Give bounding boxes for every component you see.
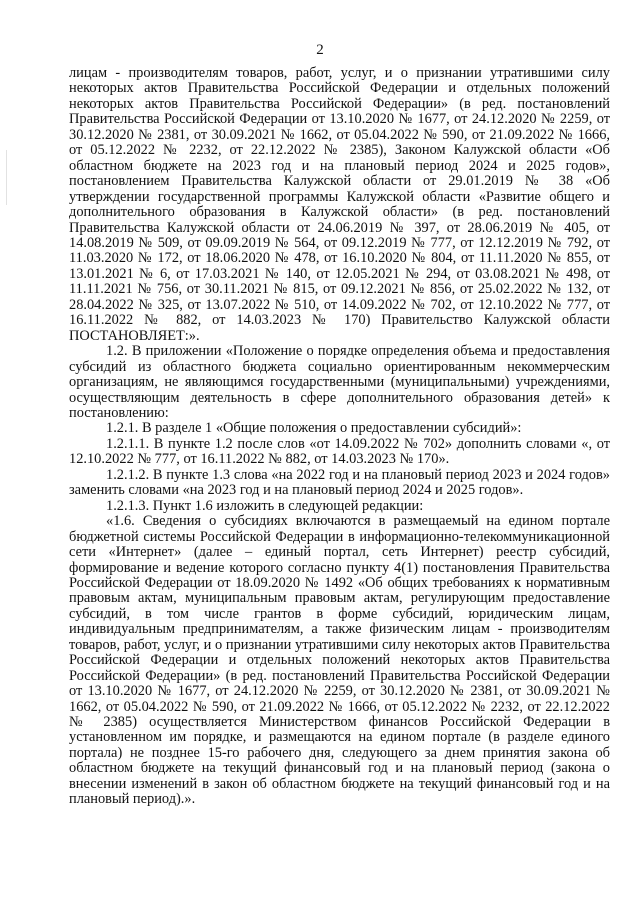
paragraph-1-2-1-3: 1.2.1.3. Пункт 1.6 изложить в следующей редакции:	[106, 497, 424, 514]
page-number: 2	[316, 42, 324, 58]
document-body	[69, 66, 610, 808]
paragraph-1-2-1-1: 1.2.1.1. В пункте 1.2 после слов «от 14.09.2022 № 702» дополнить словами «, от 12.10.2022 № 777, от 16.11.2022 № 882, от 14.03.2023 № 170».	[69, 435, 610, 468]
paragraph-1-6-new-text: «1.6. Сведения о субсидиях включаются в размещаемый на едином портале бюджетной системы Российской Федерации в информационно-телекоммуникационной сети «Интернет» (далее – единый портал, сеть Интернет) реестр субсидий, формирование и ведение которого согласно пункту 4(1) постановления Правительства Российской Федерации от 18.09.2020 № 1492 «Об общих требованиях к нормативным правовым актам, муниципальным правовым актам, регулирующим предоставление субсидий, в том числе грантов в форме субсидий, юридическим лицам, индивидуальным предпринимателям, а также физическим лицам - производителям товаров, работ, услуг, и о признании утратившими силу некоторых актов Правительства Российской Федерации и отдельных положений некоторых актов Правительства Российской Федерации» (в ред. постановлений Правительства Российской Федерации от 13.10.2020 № 1677, от 24.12.2020 № 2259, от 30.12.2020 № 2381, от 30.09.2021 № 1662, от 05.04.2022 № 590, от 21.09.2022 № 1666, от 05.12.2022 № 2232, от 22.12.2022 № 2385) осуществляется Министерством финансов Российской Федерации в установленном им порядке, и размещаются на едином портале (в разделе единого портала) не позднее 15-го рабочего дня, следующего за днем принятия закона об областном бюджете на текущий финансовый год и на плановый период (закона о внесении изменений в закон об областном бюджете на текущий финансовый год и на плановый период).».	[69, 513, 610, 808]
scan-margin-mark	[6, 150, 7, 205]
paragraph-1-2-1-2: 1.2.1.2. В пункте 1.3 слова «на 2022 год и на плановый период 2023 и 2024 годов» заменить словами «на 2023 год и на плановый период 2024 и 2025 годов».	[69, 466, 610, 499]
paragraph-1-2: 1.2. В приложении «Положение о порядке определения объема и предоставления субсидий из областного бюджета социально ориентированным некоммерческим организациям, не являющимся государственными (муниципальными) учреждениями, осуществляющим деятельность в сфере дополнительного образования детей» к постановлению:	[69, 343, 610, 421]
paragraph-continuation: лицам - производителям товаров, работ, услуг, и о признании утратившими силу некоторых актов Правительства Российской Федерации и отдельных положений некоторых актов Правительства Российской Федерации» (в ред. постановлений Правительства Российской Федерации от 13.10.2020 № 1677, от 24.12.2020 № 2259, от 30.12.2020 № 2381, от 30.09.2021 № 1662, от 05.04.2022 № 590, от 21.09.2022 № 1666, от 05.12.2022 № 2232, от 22.12.2022 № 2385), Законом Калужской области «Об областном бюджете на 2023 год и на плановый период 2024 и 2025 годов», постановлением Правительства Калужской области от 29.01.2019 № 38 «Об утверждении государственной программы Калужской области «Развитие общего и дополнительного образования в Калужской области» (в ред. постановлений Правительства Калужской области от 24.06.2019 № 397, от 28.06.2019 № 405, от 14.08.2019 № 509, от 09.09.2019 № 564, от 09.12.2019 № 777, от 12.12.2019 № 792, от 11.03.2020 № 172, от 18.06.2020 № 478, от 16.10.2020 № 804, от 11.11.2020 № 855, от 13.01.2021 № 6, от 17.03.2021 № 140, от 12.05.2021 № 294, от 03.08.2021 № 498, от 11.11.2021 № 756, от 30.11.2021 № 815, от 09.12.2021 № 856, от 25.02.2022 № 132, от 28.04.2022 № 325, от 13.07.2022 № 510, от 14.09.2022 № 702, от 12.10.2022 № 777, от 16.11.2022 № 882, от 14.03.2023 № 170) Правительство Калужской области ПОСТАНОВЛЯЕТ:».	[69, 65, 610, 344]
paragraph-1-2-1: 1.2.1. В разделе 1 «Общие положения о предоставлении субсидий»:	[106, 420, 522, 437]
